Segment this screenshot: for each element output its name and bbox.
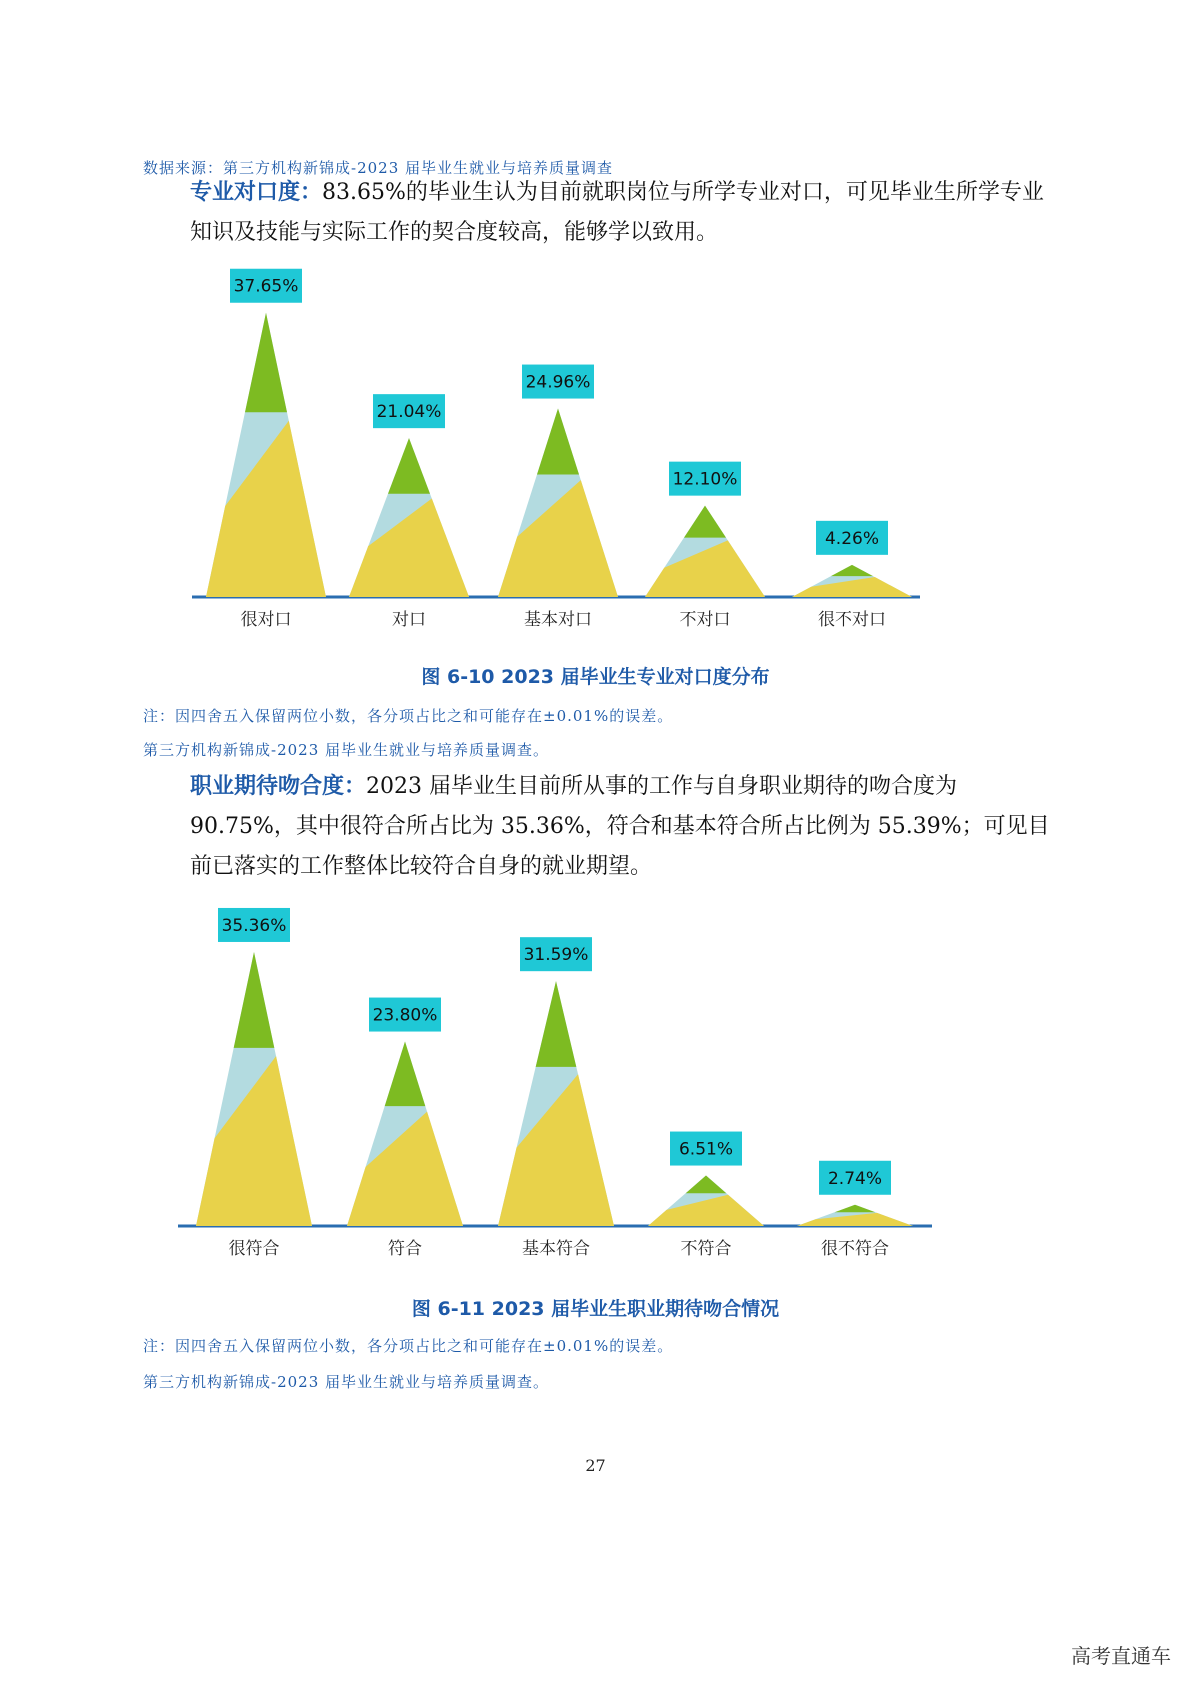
triangle-top-band [234,952,275,1048]
value-label: 12.10% [672,469,738,490]
paragraph-lead: 职业期待吻合度： [190,773,367,799]
category-label: 不对口 [679,610,731,630]
triangle-top-band [835,1205,876,1212]
figure-caption: 图 6-11 2023 届毕业生职业期待吻合情况 [411,1298,780,1320]
watermark: 高考直通车 [1071,1644,1171,1668]
category-label: 基本符合 [522,1239,590,1259]
value-label: 23.80% [372,1005,438,1026]
value-label: 21.04% [376,402,442,423]
triangle-mark [797,1205,913,1226]
category-label: 很不符合 [821,1239,889,1259]
figure-caption: 图 6-10 2023 届毕业生专业对口度分布 [421,666,770,688]
triangle-mark [648,1176,764,1226]
triangle-mark [498,981,614,1226]
value-label: 24.96% [525,372,591,393]
paragraph-text: 2023 届毕业生目前所从事的工作与自身职业期待的吻合度为90.75%，其中很符合所占比为 35.36%，符合和基本符合所占比例为 55.39%；可见目前已落实的工作整体比较符合自身的就业期望。 [190,774,1050,879]
paragraph-text: 83.65%的毕业生认为目前就职岗位与所学专业对口，可见毕业生所学专业知识及技能与实际工作的契合度较高，能够学以致用。 [190,180,1044,245]
paragraph-lead: 专业对口度： [190,179,323,205]
value-label: 37.65% [233,276,299,297]
value-label: 6.51% [678,1139,734,1160]
data-source-note: 第三方机构新锦成-2023 届毕业生就业与培养质量调查。 [143,1373,550,1391]
category-label: 基本对口 [524,610,592,630]
triangle-mark [347,1042,463,1226]
value-label: 31.59% [523,945,589,966]
triangle-top-band [385,1042,426,1107]
data-source-note: 第三方机构新锦成-2023 届毕业生就业与培养质量调查。 [143,741,550,759]
category-label: 很符合 [228,1239,280,1259]
triangle-top-band [536,981,577,1067]
value-label: 4.26% [824,528,880,549]
category-label: 对口 [392,610,426,630]
page-number: 27 [585,1456,606,1475]
value-label: 2.74% [827,1168,883,1189]
triangle-top-band [686,1176,727,1194]
triangle-mark [196,952,312,1226]
category-label: 很对口 [240,610,292,630]
rounding-note: 注：因四舍五入保留两位小数，各分项占比之和可能存在±0.01%的误差。 [143,707,674,725]
category-label: 很不对口 [818,610,886,630]
value-label: 35.36% [221,915,287,936]
rounding-note: 注：因四舍五入保留两位小数，各分项占比之和可能存在±0.01%的误差。 [143,1337,674,1355]
category-label: 不符合 [680,1239,732,1259]
category-label: 符合 [388,1239,422,1259]
data-source-note: 数据来源：第三方机构新锦成-2023 届毕业生就业与培养质量调查 [143,159,614,177]
